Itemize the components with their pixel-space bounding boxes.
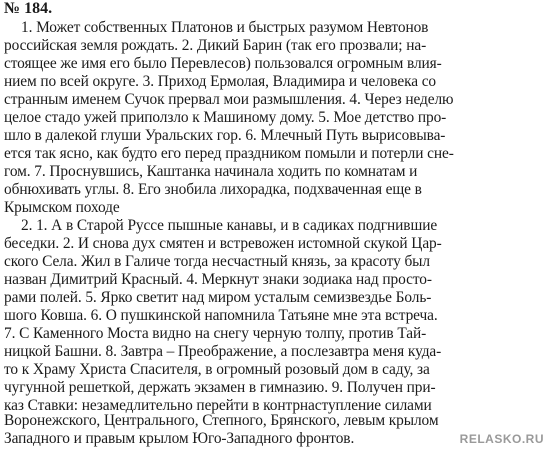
text-line-7: шло в далекой глуши Уральских гор. 6. Млечный Путь вырисовыва- [4, 127, 446, 144]
text-line-12: 2. 1. А в Старой Руссе пышные канавы, и в садиках подгнившие [21, 217, 438, 234]
text-line-9: гом. 7. Проснувшись, Каштанка начинала ходить по комнатам и [4, 163, 418, 180]
text-line-6: целое стадо ужей приползло к Машиному дому. 5. Мое детство про- [4, 109, 447, 126]
watermark: RELASKO.RU [459, 432, 544, 446]
text-line-24: Западного и правым крылом Юго-Западного фронтов. [4, 430, 355, 447]
text-line-5: странным именем Сучок прервал мои размышления. 4. Через неделю [4, 91, 454, 108]
text-line-8: ется так ясно, как будто его перед праздником помыли и потерли сне- [4, 145, 454, 162]
text-line-15: назван Димитрий Красный. 4. Меркнут знаки зодиака над просто- [4, 271, 432, 288]
text-line-22: каз Ставки: незамедлительно перейти в контрнаступление силами [4, 397, 432, 414]
text-line-14: ского Села. Жил в Галиче тогда несчастный князь, за красоту был [4, 253, 430, 270]
text-line-1: 1. Может собственных Платонов и быстрых разумом Невтонов [21, 19, 429, 36]
text-line-11: Крымском походе [4, 199, 120, 216]
text-line-16: рами полей. 5. Ярко светит над миром усталым семизвездье Боль- [4, 289, 432, 306]
text-line-10: обнюхивать углы. 8. Его знобила лихорадка, подхваченная еще в [4, 181, 422, 198]
text-line-20: то к Храму Христа Спасителя, в огромный розовый дом в саду, за [4, 361, 430, 378]
text-line-21: чугунной решеткой, держать экзамен в гимназию. 9. Получен при- [4, 379, 436, 396]
text-line-2: российская земля рождать. 2. Дикий Барин (так его прозвали; на- [4, 37, 427, 54]
text-line-17: шого Ковша. 6. О пушкинской напомнила Татьяне мне эта встреча. [4, 307, 438, 324]
text-line-3: стоящее же имя его было Перевлесов) пользовался огромным влия- [4, 55, 442, 72]
text-line-19: ницкой Башни. 8. Завтра – Преображение, а послезавтра меня куда- [4, 343, 442, 360]
text-line-4: нием по всей округе. 3. Приход Ермолая, Владимира и человека со [4, 73, 437, 90]
text-line-18: 7. С Каменного Моста видно на снегу черную толпу, против Тай- [4, 325, 427, 342]
text-line-23: Воронежского, Центрального, Степного, Брянского, левым крылом [4, 412, 439, 429]
exercise-number: № 184. [4, 0, 53, 17]
text-line-13: беседки. 2. И снова дух смятен и встревожен истомной скукой Цар- [4, 235, 442, 252]
